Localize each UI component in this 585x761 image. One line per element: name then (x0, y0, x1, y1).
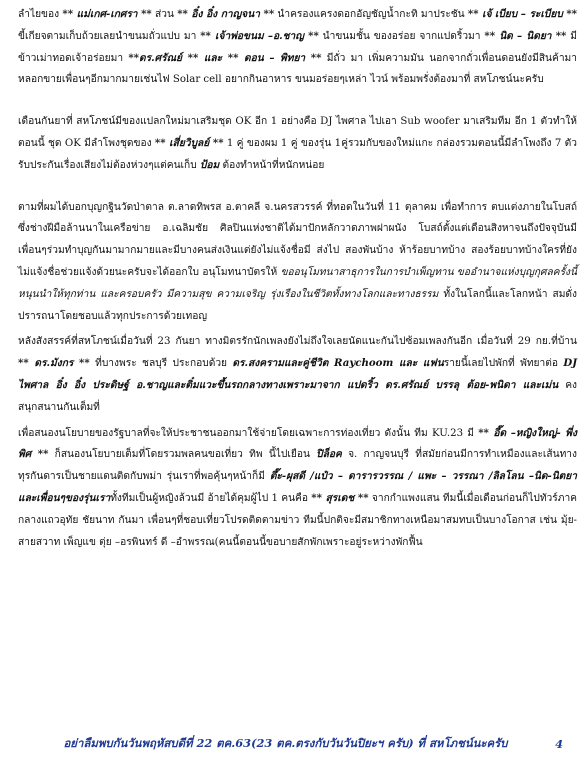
body-text: ส่วน (151, 9, 178, 20)
body-text: คงสนุกสนานกันเต็มที่ (18, 379, 577, 413)
body-text: ลำไยของ (18, 9, 63, 20)
paragraph-travel-team (18, 423, 577, 554)
emphasis-text: ** แม่เกศ-เกศรา ** (62, 8, 152, 20)
body-text: ก็สนองนโยบายเต็มที่โดยรวมพลคนขอเที่ยว ทิพ นี้ไปเยือน (48, 449, 317, 461)
body-text: หลังสังสรรค์ที่สหโภชน์เมื่อวันที่ 23 กันยา ทางมิตรรักนักเพลงยังไม่ถึงใจเลยนัดแนะกันไปซ้อมเพลงกันอีก เมื่อวันที่ 29 กย.ที่บ้าน (18, 336, 577, 348)
emphasis-text: ป้อม (199, 158, 220, 171)
emphasis-text: ปิล็อค (316, 448, 342, 461)
paragraph-singing-party (18, 331, 577, 418)
emphasis-text: ขออนุโมทนาสาธุการในการบำเพ็ญทาน ขออำนาจแห่งบุญกุศลครั้งนี้หนุนนำให้ทุกท่าน และครอบครัว มีความสุข ความเจริญ รุ่งเรืองในชีวิตทั้งทางโลกและทางธรรม (18, 266, 577, 300)
body-text: ทั้งทีมเป็นผู้หญิงล้วนมี อ้ายได้คุมผู้ไป 1 คนคือ (110, 492, 312, 504)
paragraph-kathin-merit (18, 197, 577, 328)
body-text: จ. กาญจนบุรี ที่สมัยก่อนมีการทำเหมืองและเส้นทางทุรกันดารเป็นชายแดนติดกับพม่า รุ่นเราที่พอคุ้นๆหน้าก็มี (18, 449, 577, 483)
body-text: นำครองแครงดอกอัญชัญน้ำกะทิ มาประชัน (274, 9, 468, 20)
emphasis-text: ** สุรเดช ** (311, 491, 369, 504)
emphasis-text: ** อิ๋ง อิ๋ง กาญจนา ** (177, 8, 275, 20)
emphasis-text: ** ดร.มังกร ** (18, 357, 90, 370)
page-footer (18, 733, 577, 755)
body-text: ขี้เกียจตามเก็บถ้วยเลยนำขนมถั่วแปบ มา (18, 30, 201, 42)
emphasis-text: ** เจ้าพ่อขนม –อ.ชาญ ** (200, 29, 319, 42)
body-text: ที่บางพระ ชลบุรี ประกอบด้วย (89, 358, 233, 370)
body-text: จากกำแพงแสน ทีมนี้เมื่อเดือนก่อนก็ไปทัวร์ภาคกลางแถวอุทัย ชัยนาท กันมา เพื่อนๆที่ชอบเที่ยวโปรดติดตามข่าว ทีมนี้ปกติจะมีสมาชิกทางเหนือมาสมทบเป็นบางโอกาส เช่น มุ้ย- สายสวาท เพ็ญแข ตุ่ย –อรพินทร์ ดี –อำพรรณ(คนนี้ตอนนี้ขอบายสักพักเพราะอยู่ระหว่างพักฟื้น (18, 492, 577, 548)
emphasis-text: ** อี๊ด –หญิงใหญ่- พี่งพิศ ** (18, 426, 577, 461)
emphasis-text: ** เจ้ (467, 8, 492, 20)
emphasis-text: เบียบ – ระเบียบ ** (494, 8, 578, 20)
body-text: ต้องทำหน้าที่หนักหน่อย (219, 159, 325, 171)
paragraph-snacks (18, 4, 577, 91)
page-number: 4 (555, 737, 563, 751)
body-text: มีข้าวเม่าทอดเจ้าอร่อยมา (18, 30, 577, 64)
emphasis-text: ** เสี่ยวิบูลย์ ** (154, 136, 224, 149)
body-text: มีถั่ว มา เพิ่มความมัน นอกจากถั่วเพื่อนดอนยังมีสินค้ามาหลอกขายเพื่อนๆอีกมากมายเช่นไฟ Solar cell อยากกินอาหาร ขนมอร่อยๆเหล่า ไวน์ พร้อมพรั่งต้องมาที่ สหโภชน์นะครับ (18, 52, 577, 86)
emphasis-text: ดร.สงครามและคู่ชีวิต Raychoom และ แฟน (232, 357, 444, 370)
body-text: 1 คู่ ของผม 1 คู่ ของรุ่น 1คู่รวมกับของใหม่แกะ กล่องรวมตอนนี้มีลำโพงถึง 7 ตัว รับประกันเรื่องเสียงไม่ต้องห่วงๆแต่คนเก็บ (18, 137, 577, 171)
body-text: ทั้งในโลกนี้และโลกหน้า สมดั่ง ปรารถนาโดยชอบแล้วทุกประการด้วยเทอญ (18, 288, 578, 322)
body-text: เดือนกันยาที่ สหโภชน์มีของแปลกใหม่มาเสริมชุด OK อีก 1 อย่างคือ DJ ไพศาล ไปเอา Sub woofer มาเสริมทีม อีก 1 ตัวทำให้ตอนนี้ ชุด OK มีลำโพงชุดของ (18, 116, 577, 149)
emphasis-text: DJ ไพศาล อิ๋ง อิ๋ง ประดิษฐ์ อ.ชาญและติ๋มแวะขึ้นรถกลางทางเพราะมาจาก แปดริ้ว ดร.ศรัณย์ บรรลุ ต้อย-พนิดา และเม่น (18, 357, 578, 391)
body-text: เพื่อสนองนโยบายของรัฐบาลที่จะให้ประชาชนออกมาใช้จ่ายโดยเฉพาะการท่องเที่ยว ดังนั้น ทีม KU.23 มี (18, 427, 479, 439)
body-text: ตามที่ผมได้บอกบุญกฐินวัดป่าตาล ต.ลาดทิพรส อ.ตาคลี จ.นครสวรรค์ ที่ทอดในวันที่ 11 ตุลาคม เพื่อทำการ ตบแต่งภายในโบสถ์ซึ่งช่างฝีมือล้านนาในเครือข่าย อ.เฉลิมชัย ศิลปินแห่งชาติได้มาปักหลักวาดภาพฝาผนัง โบสถ์ตั้งแต่เดือนสิงหาจนถึงปัจจุบันมีเพื่อนๆร่วมทำบุญกันมามากมายและมีบางคนส่งเงินแต่ยังไม่แจ้งชื่อมี ส่งไป สองพันบ้าง ห้าร้อยบาทบ้าง สองร้อยบาทบ้างใครที่ยังไม่แจ้งชื่อช่วยแจ้งด้วยนะครับจะได้ออกใบ อนุโมทนาบัตรให้ (18, 201, 577, 278)
emphasis-text: **ดร.ศรัณย์ ** และ ** ดอน – พิทยา ** (128, 51, 322, 64)
footer-reminder: อย่าลืมพบกันวันพฤหัสบดีที่ 22 ตค.63(23 ตค.ตรงกับวันวันปิยะฯ ครับ) ที่ สหโภชน์นะครับ (63, 736, 508, 750)
body-text: รายนี้เลยไปพักที่ พัทยาต่อ (443, 358, 564, 370)
emphasis-text: ** นิด – นิดยา ** (484, 29, 567, 42)
paragraph-speakers (18, 111, 577, 176)
emphasis-text: ตึ๊ะ-ผุสดี /แป๋ว – ดารารวรรณ / แพะ – วรรณา /ลิลโลน –นิด-นิตยา และเพื่อนๆของรุ่นเรา (18, 470, 577, 504)
body-text: นำขนมชั้น ของอร่อย จากแปดริ้วมา (318, 30, 485, 42)
